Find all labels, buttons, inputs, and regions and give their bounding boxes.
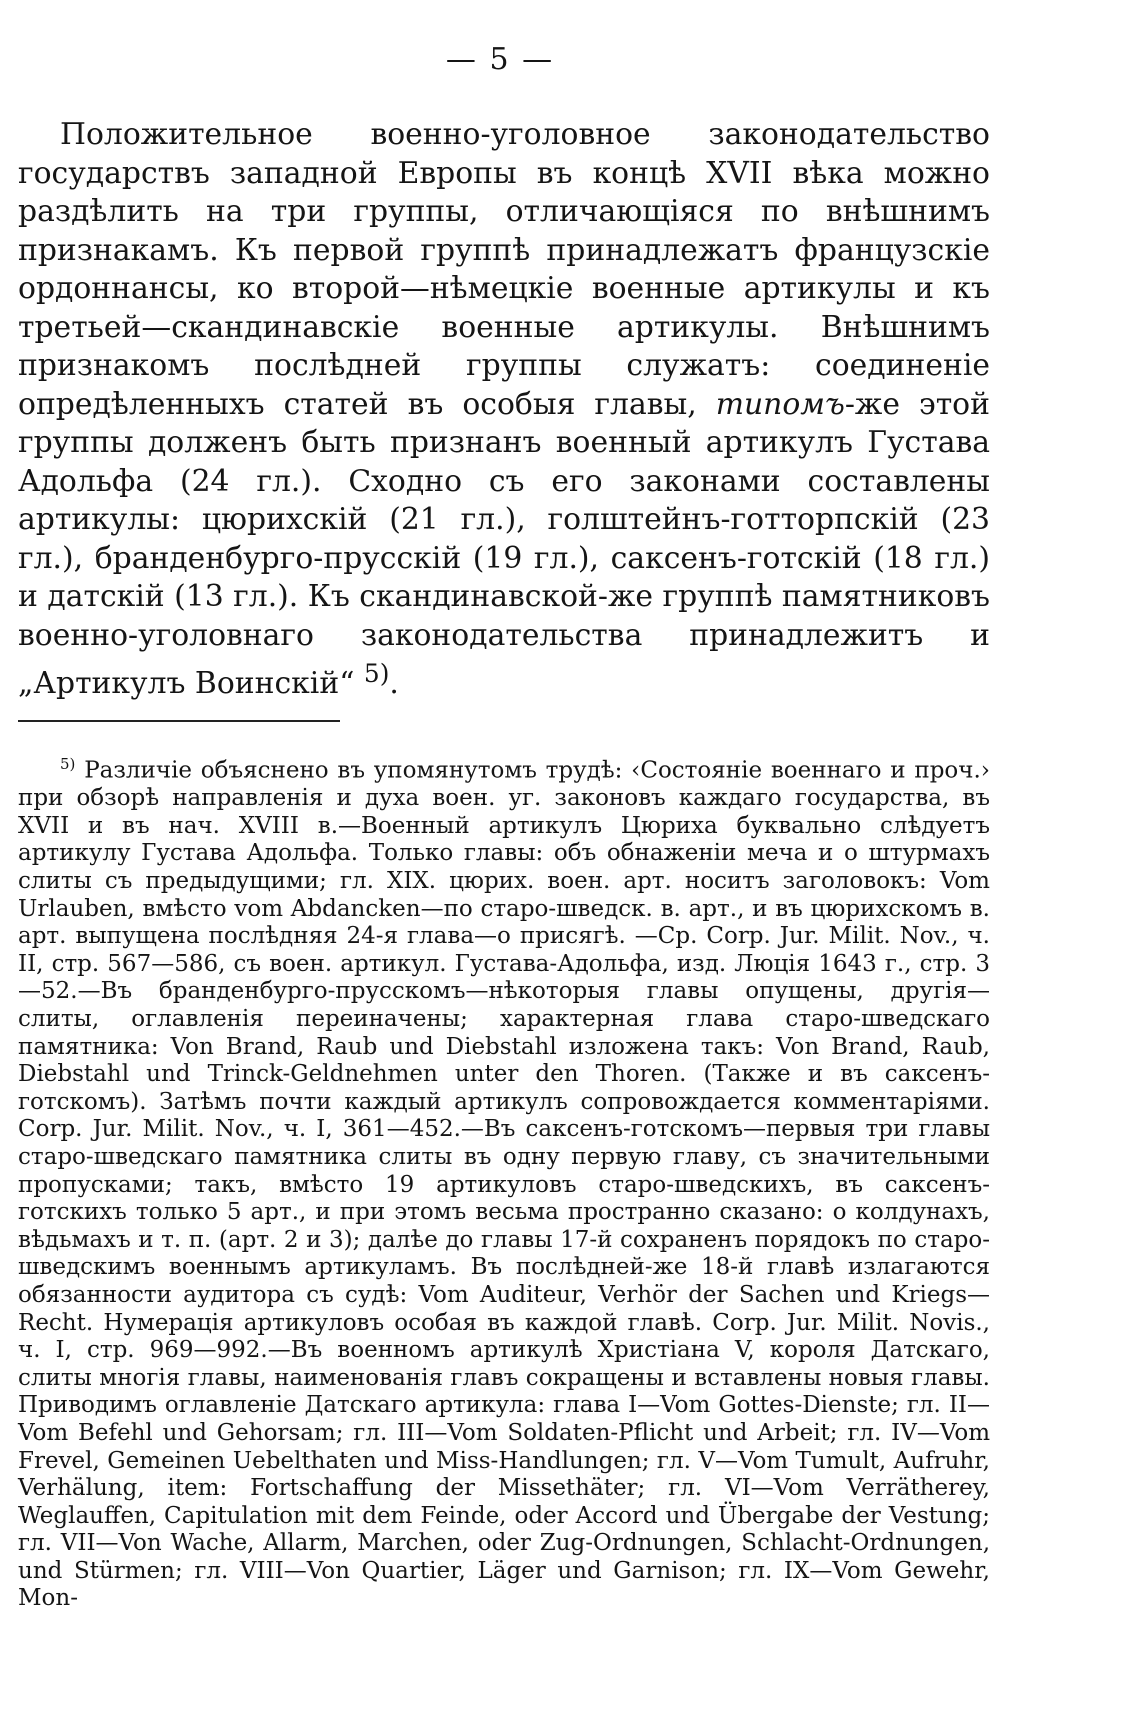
page-number: — 5 —: [445, 42, 555, 77]
footnote-marker: 5): [60, 755, 76, 773]
footnote-text: Различіе объяснено въ упомянутомъ трудѣ: ‹Состояніе военнаго и проч.› при обзорѣ направленія и духа воен. уг. законовъ каждаго государства, въ XVII и въ нач. XVIII в.—Военный артикулъ Цюриха буквально слѣдуетъ артикулу Густава Адольфа. Только главы: объ обнаженіи меча и о штурмахъ слиты съ предыдущими; гл. XIX. цюрих. воен. арт. носитъ заголовокъ: Vom Urlauben, вмѣсто vom Abdancken—по старо-шведск. в. арт., и въ цюрихскомъ в. арт. выпущена послѣдняя 24-я глава—о присягѣ. —Ср. Corp. Jur. Milit. Nov., ч. II, стр. 567—586, съ воен. артикул. Густава-Адольфа, изд. Люція 1643 г., стр. 3—52.—Въ бранденбурго-прусскомъ—нѣкоторыя главы опущены, другія—слиты, оглавленія переиначены; характерная глава старо-шведскаго памятника: Von Brand, Raub und Diebstahl изложена такъ: Von Brand, Raub, Diebstahl und Trinck-Geldnehmen unter den Thoren. (Также и въ саксенъ-готскомъ). Затѣмъ почти каждый артикулъ сопровождается комментаріями. Corp. Jur. Milit. Nov., ч. I, 361—452.—Въ саксенъ-готскомъ—первыя три главы старо-шведскаго памятника слиты въ одну первую главу, съ значительными пропусками; такъ, вмѣсто 19 артикуловъ старо-шведскихъ, въ саксенъ-готскихъ только 5 арт., и при этомъ весьма пространно сказано: о колдунахъ, вѣдьмахъ и т. п. (арт. 2 и 3); далѣе до главы 17-й сохраненъ порядокъ по старо-шведскимъ военнымъ артикуламъ. Въ послѣдней-же 18-й главѣ излагаются обязанности аудитора съ судѣ: Vom Auditeur, Verhör der Sachen und Kriegs—Recht. Нумерація артикуловъ особая въ каждой главѣ. Corp. Jur. Milit. Novis., ч. I, стр. 969—992.—Въ военномъ артикулѣ Христіана V, короля Датскаго, слиты многія главы, наименованія главъ сокращены и вставлены новыя главы. Приводимъ оглавленіе Датскаго артикула: глава I—Vom Gottes-Dienste; гл. II—Vom Befehl und Gehorsam; гл. III—Vom Soldaten-Pflicht und Arbeit; гл. IV—Vom Frevel, Gemeinen Uebelthaten und Miss-Handlungen; гл. V—Vom Tumult, Aufruhr, Verhälung, item: Fortschaffung der Missethäter; гл. VI—Vom Verrätherey, Weglauffen, Capitulation mit dem Feinde, oder Accord und Übergabe der Vestung; гл. VII—Von Wache, Allarm, Marchen, oder Zug-Ordnungen, Schlacht-Ordnungen, und Stürmen; гл. VIII—Von Quartier, Läger und Garnison; гл. IX—Vom Gewehr, Mon-: [18, 757, 990, 1612]
footnote-separator: [18, 720, 340, 722]
footnote-reference: 5): [363, 659, 390, 688]
emphasized-term: типомъ: [715, 386, 845, 422]
main-text-part1: Положительное военно-уголовное законодательство государствъ западной Европы въ концѣ XVII вѣка можно раздѣлить на три группы, отличающіяся по внѣшнимъ признакамъ. Къ первой группѣ принадлежатъ французскіе ордоннансы, ко второй—нѣмецкіе военные артикулы и къ третьей—скандинавскіе военные артикулы. Внѣшнимъ признакомъ послѣдней группы служатъ: соединеніе опредѣленныхъ статей въ особыя главы,: [18, 117, 990, 422]
main-paragraph: [18, 116, 990, 703]
main-text-end: .: [389, 665, 399, 701]
main-text-part2: -же этой группы долженъ быть признанъ военный артикулъ Густава Адольфа (24 гл.). Сходно съ его законами составлены артикулы: цюрихскій (21 гл.), голштейнъ-готторпскій (23 гл.), бранденбурго-прусскій (19 гл.), саксенъ-готскій (18 гл.) и датскій (13 гл.). Къ скандинавской-же группѣ памятниковъ военно-уголовнаго законодательства принадлежитъ и „Артикулъ Воинскій“: [18, 386, 990, 701]
footnote: [18, 751, 990, 1613]
